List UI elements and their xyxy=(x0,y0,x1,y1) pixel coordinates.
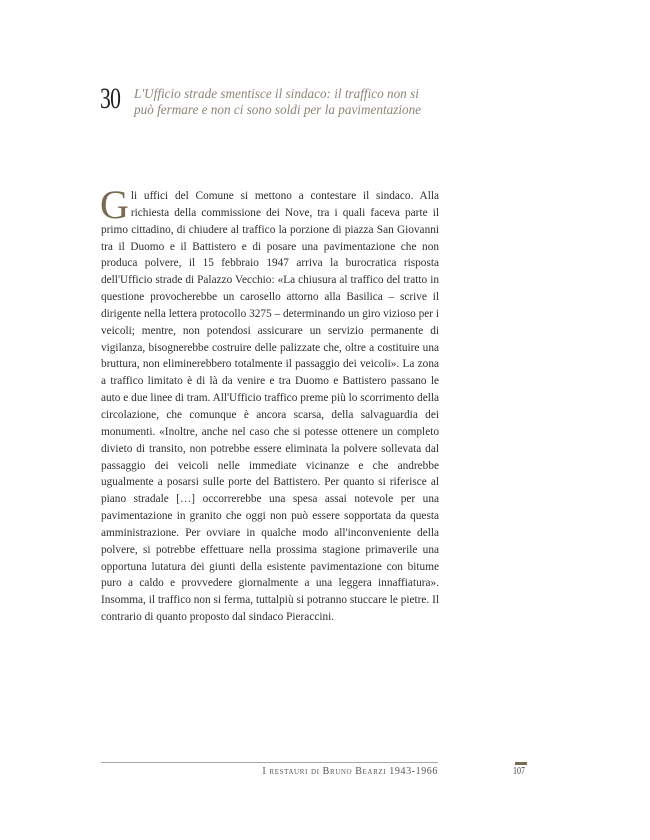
chapter-title: L'Ufficio strade smentisce il sindaco: il traffico non si può fermare e non ci sono soldi per la pavimentazione xyxy=(134,86,422,117)
page-number: 107 xyxy=(513,766,525,777)
footer-divider xyxy=(101,762,438,763)
chapter-number: 30 xyxy=(100,82,121,115)
page-marker-bar xyxy=(515,762,527,765)
running-title: I restauri di Bruno Bearzi 1943-1966 xyxy=(262,766,438,777)
body-paragraph xyxy=(100,182,439,626)
drop-cap: G xyxy=(100,182,129,227)
body-text: li uffici del Comune si mettono a contestare il sindaco. Alla richiesta della commissione dei Nove, tra i quali faceva parte il primo cittadino, di chiudere al traffico la porzione di piazza San Giovanni tra il Duomo e il Battistero e di posare una pavimentazione che non produca polvere, il 15 febbraio 1947 arriva la burocratica risposta dell'Ufficio strade di Palazzo Vecchio: «La chiusura al traffico del tratto in questione provocherebbe un carosello attorno alla Basilica – scrive il dirigente nella lettera protocollo 3275 – determinando un giro vizioso per i veicoli; mentre, non potendosi assicurare un servizio permanente di vigilanza, bisognerebbe costruire delle palizzate che, oltre a costituire una bruttura, non eliminerebbero totalmente il passaggio dei veicoli». La zona a traffico limitato è di là da venire e tra Duomo e Battistero passano le auto e due linee di tram. All'Ufficio traffico preme più lo scorrimento della circolazione, che comunque è ancora scarsa, della salvaguardia dei monumenti. «Inoltre, anche nel caso che si potesse ottenere un completo divieto di transito, non potrebbe essere eliminata la polvere sollevata dal passaggio dei veicoli nelle immediate vicinanze e che andrebbe ugualmente a posarsi sulle porte del Battistero. Per quanto si riferisce al piano stradale […] occorrerebbe una spesa assai notevole per una pavimentazione in granito che oggi non può essere sopportata da questa amministrazione. Per ovviare in qualche modo all'inconveniente della polvere, si potrebbe effettuare nella prossima stagione primaverile una opportuna lutatura dei giunti della esistente pavimentazione con bitume puro a caldo e provvedere giornalmente a una leggera innaffiatura». Insomma, il traffico non si ferma, tuttalpiù si potranno stuccare le pietre. Il contrario di quanto proposto dal sindaco Pieraccini. xyxy=(101,190,439,624)
